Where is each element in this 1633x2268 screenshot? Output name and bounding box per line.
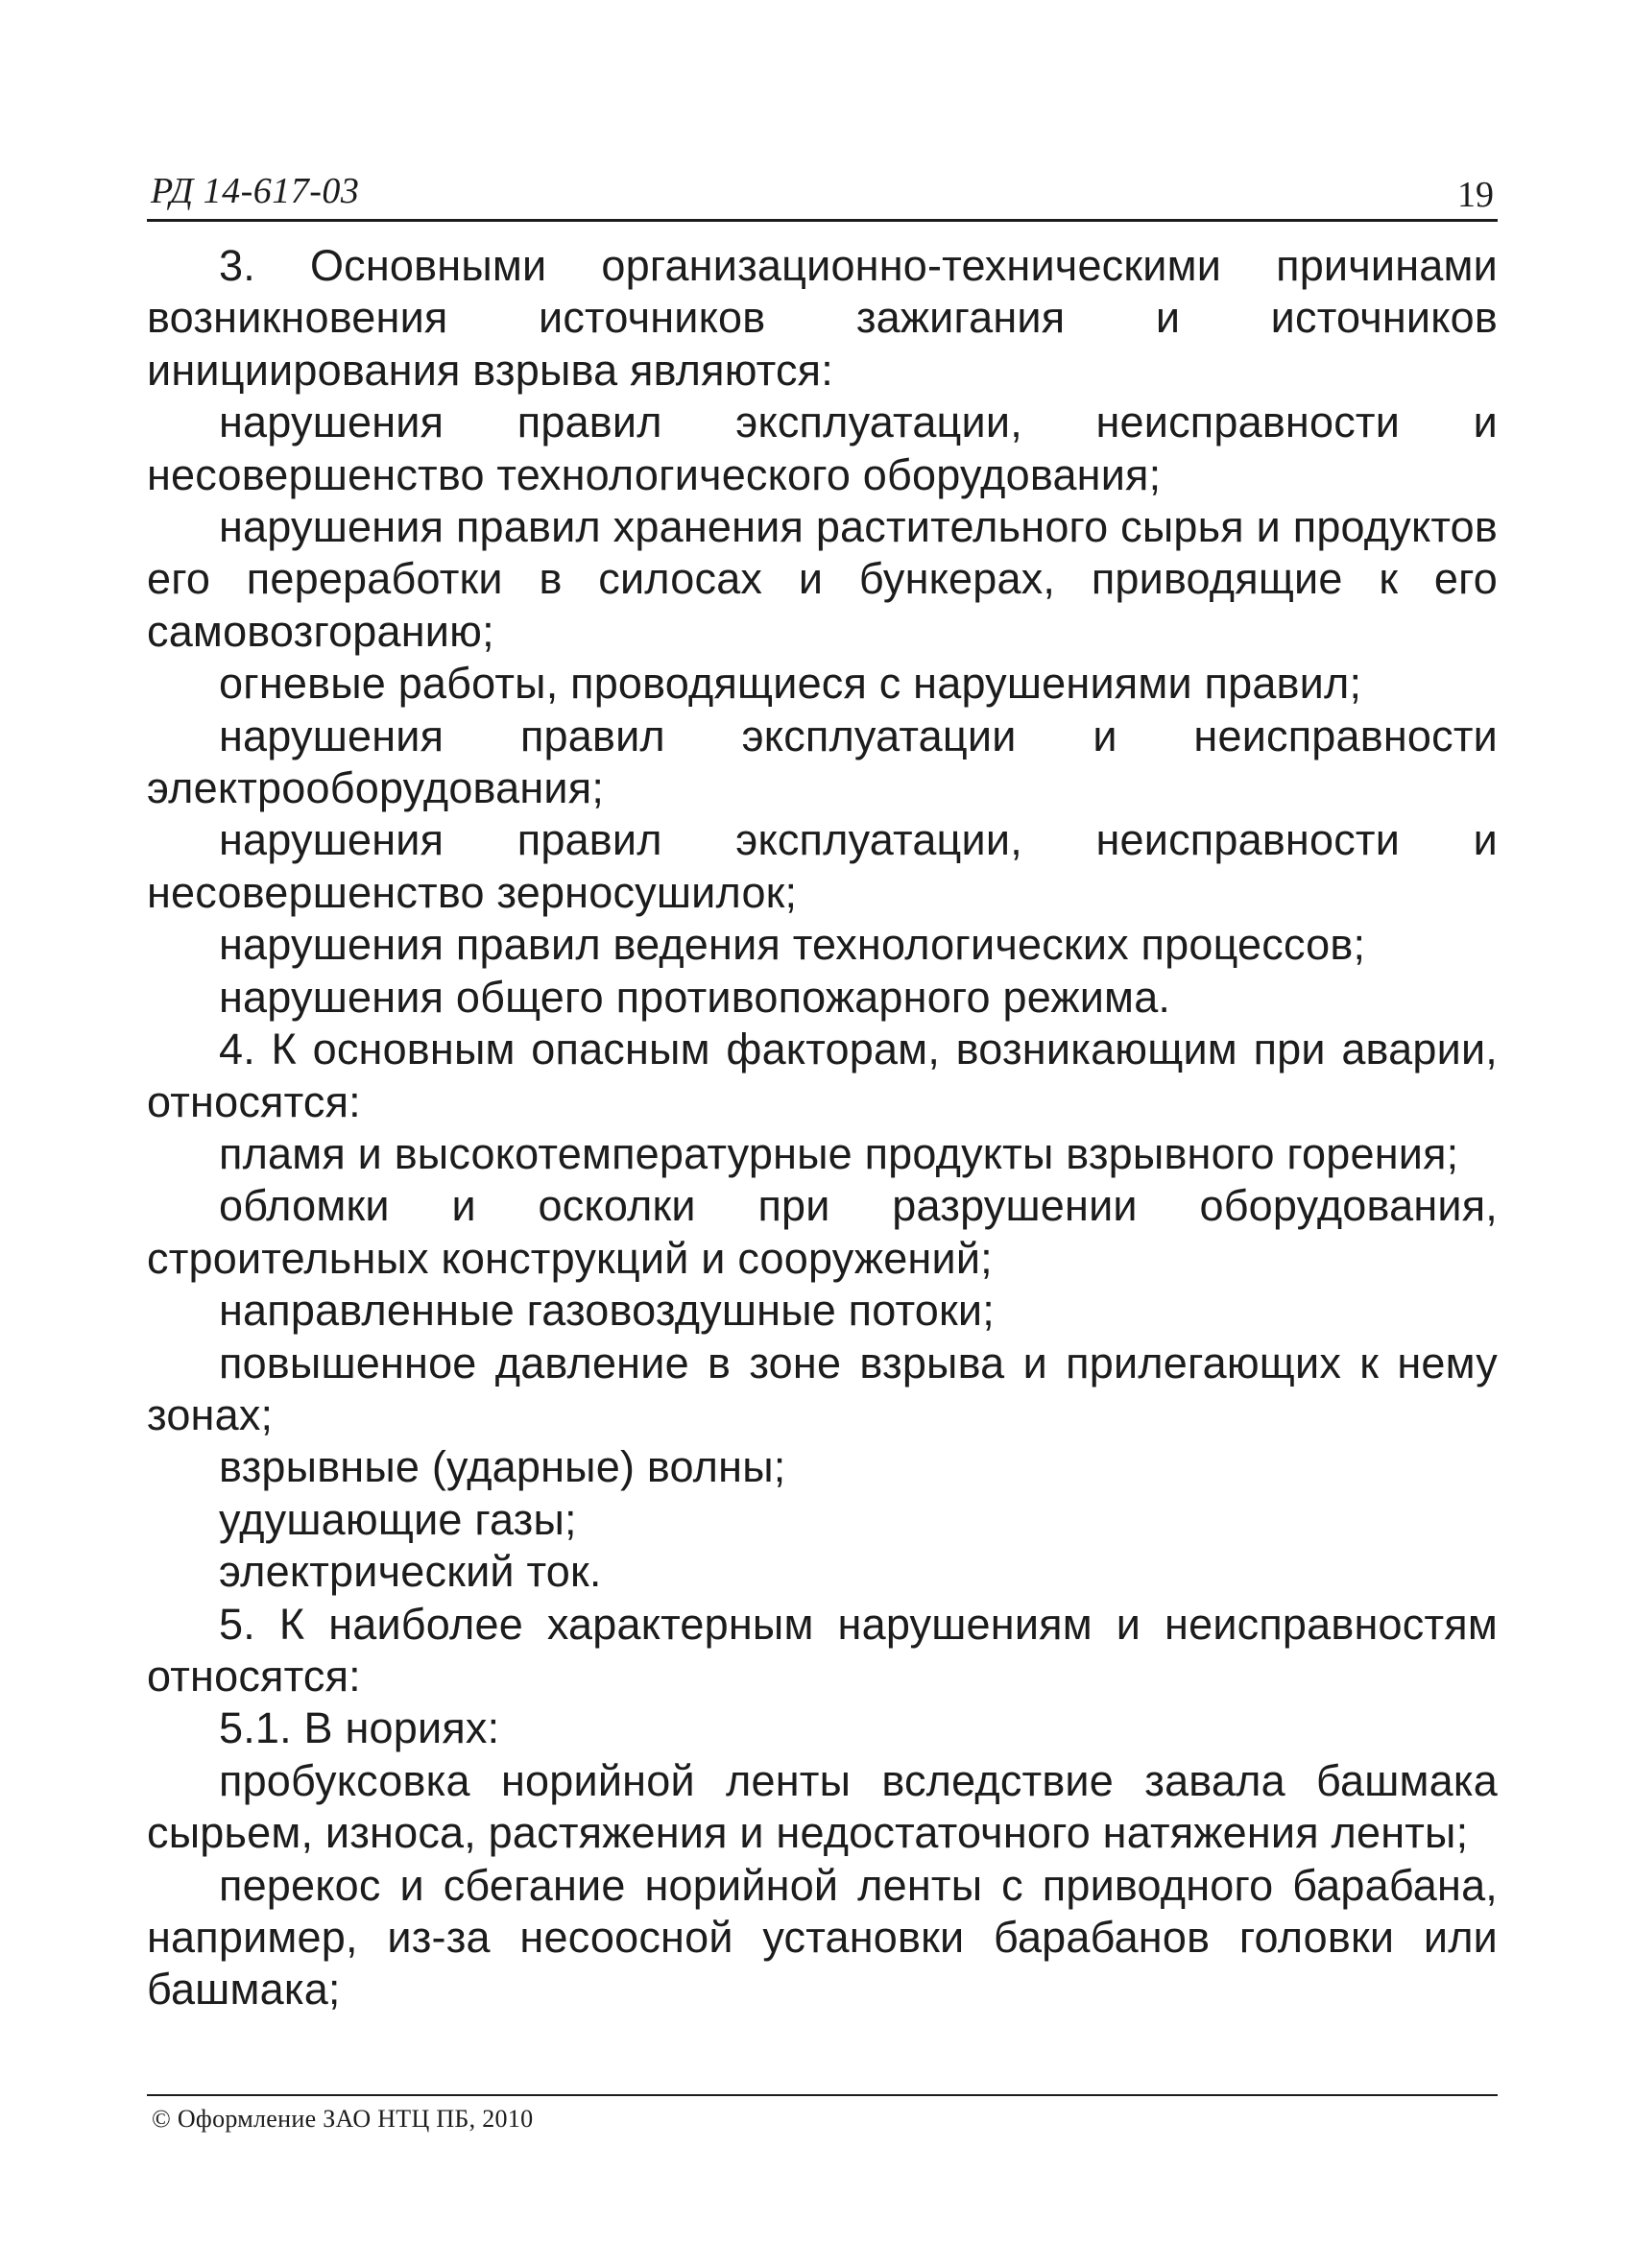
- list-item: огневые работы, проводящиеся с нарушениями правил;: [219, 659, 1362, 709]
- paragraph-3-intro: 3. Основными организационно-техническими причинами возникновения источников зажигания и источников инициирования взрыва являются:: [147, 241, 1498, 395]
- list-item: перекос и сбегание норийной ленты с приводного барабана, например, из-за несоосной установки барабанов головки или башмака;: [147, 1860, 1498, 2015]
- page-header: [147, 169, 1498, 222]
- list-item: нарушения правил эксплуатации, неисправности и несовершенство зерносушилок;: [147, 815, 1498, 917]
- list-item: пламя и высокотемпературные продукты взрывного горения;: [219, 1128, 1459, 1178]
- footer-copyright: © Оформление ЗАО НТЦ ПБ, 2010: [152, 2105, 534, 2133]
- paragraph-5-intro: 5. К наиболее характерным нарушениям и неисправностям относятся:: [147, 1599, 1498, 1701]
- list-item: нарушения правил ведения технологических процессов;: [219, 920, 1366, 970]
- footer-divider: [147, 2094, 1498, 2096]
- list-item: нарушения правил хранения растительного сырья и продуктов его переработки в силосах и бункерах, приводящие к его самовозгоранию;: [147, 502, 1498, 656]
- list-item: электрический ток.: [219, 1547, 602, 1597]
- subsection-heading: 5.1. В нориях:: [219, 1703, 500, 1753]
- list-item: обломки и осколки при разрушении оборудования, строительных конструкций и сооружений;: [147, 1181, 1498, 1283]
- document-body: [147, 240, 1498, 2016]
- page-number: 19: [1457, 175, 1494, 215]
- list-item: нарушения общего противопожарного режима.: [219, 972, 1171, 1022]
- list-item: нарушения правил эксплуатации, неисправности и несовершенство технологического оборудования;: [147, 398, 1498, 499]
- list-item: взрывные (ударные) волны;: [219, 1442, 786, 1492]
- list-item: нарушения правил эксплуатации и неисправности электрооборудования;: [147, 711, 1498, 813]
- list-item: пробуксовка норийной ленты вследствие завала башмака сырьем, износа, растяжения и недостаточного натяжения ленты;: [147, 1755, 1498, 1858]
- list-item: удушающие газы;: [219, 1494, 577, 1544]
- paragraph-4-intro: 4. К основным опасным факторам, возникающим при аварии, относятся:: [147, 1025, 1498, 1126]
- document-code: РД 14-617-03: [151, 171, 360, 211]
- list-item: повышенное давление в зоне взрыва и прилегающих к нему зонах;: [147, 1338, 1498, 1439]
- list-item: направленные газовоздушные потоки;: [219, 1286, 995, 1336]
